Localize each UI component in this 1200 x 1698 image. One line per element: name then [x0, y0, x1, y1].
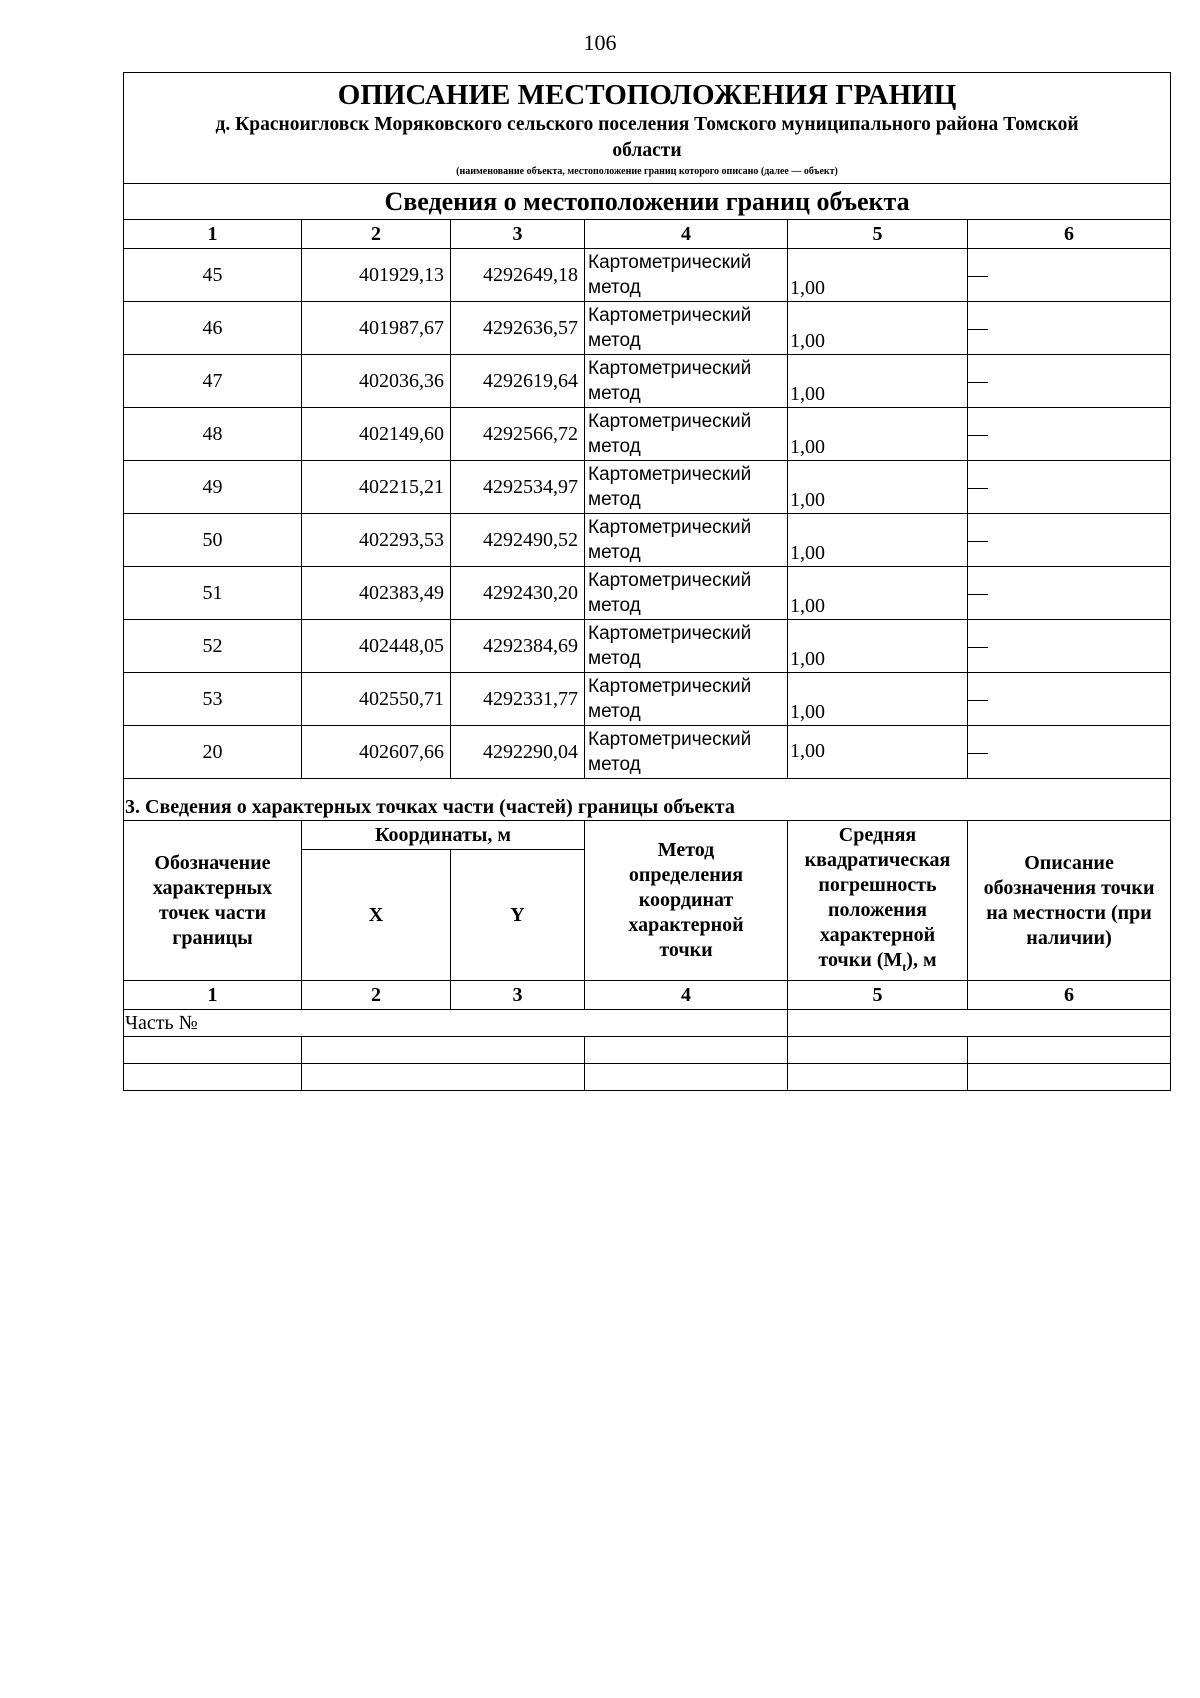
method-line2: метод: [588, 489, 641, 510]
point-id: 50: [124, 514, 302, 567]
description: —: [968, 514, 1171, 567]
column-number: 5: [788, 220, 968, 249]
method-line1: Картометрический: [588, 729, 752, 750]
method: [585, 514, 788, 567]
method-line2: метод: [588, 277, 641, 298]
error-value: 1,00: [788, 620, 968, 673]
table-row: [124, 514, 1171, 567]
description: —: [968, 673, 1171, 726]
column-number: 1: [124, 981, 302, 1010]
method: [585, 408, 788, 461]
coord-x: 402448,05: [302, 620, 451, 673]
coord-y: 4292636,57: [451, 302, 585, 355]
method-line1: Картометрический: [588, 570, 752, 591]
header-designation: [124, 821, 302, 981]
method-line2: метод: [588, 754, 641, 775]
coord-x: 401987,67: [302, 302, 451, 355]
coord-x: 402293,53: [302, 514, 451, 567]
method-line2: метод: [588, 648, 641, 669]
error-value: 1,00: [788, 673, 968, 726]
coord-x: 402550,71: [302, 673, 451, 726]
header-text: на местности (при: [986, 901, 1152, 924]
coord-x: 402036,36: [302, 355, 451, 408]
empty-cell: [585, 1064, 788, 1091]
header-text: координат: [638, 889, 734, 911]
error-value: 1,00: [788, 408, 968, 461]
header-text: границы: [172, 926, 253, 949]
header-text: определения: [628, 864, 744, 886]
empty-cell: [124, 1064, 302, 1091]
column-number: 4: [585, 981, 788, 1010]
method: [585, 726, 788, 779]
header-text: квадратическая: [804, 849, 951, 871]
section-title: Сведения о местоположении границ объекта: [124, 184, 1171, 220]
empty-cell: [124, 1037, 302, 1064]
table-row: [124, 302, 1171, 355]
table-row: [124, 249, 1171, 302]
error-value: 1,00: [788, 514, 968, 567]
column-number: 4: [585, 220, 788, 249]
coord-y: 4292430,20: [451, 567, 585, 620]
column-number: 2: [302, 220, 451, 249]
description: —: [968, 249, 1171, 302]
error-value: 1,00: [788, 461, 968, 514]
table-row: [124, 461, 1171, 514]
object-name-line2: области: [612, 140, 682, 161]
point-id: 20: [124, 726, 302, 779]
coord-x: 402607,66: [302, 726, 451, 779]
coord-x: 401929,13: [302, 249, 451, 302]
coord-x: 402215,21: [302, 461, 451, 514]
object-name-caption: (наименование объекта, местоположение границ которого описано (далее — объект): [456, 166, 838, 177]
coord-y: 4292331,77: [451, 673, 585, 726]
table-row: [124, 355, 1171, 408]
column-number: 5: [788, 981, 968, 1010]
error-value: 1,00: [788, 567, 968, 620]
header-method: [585, 821, 788, 981]
header-subscript: t: [902, 960, 907, 974]
table-row: [124, 673, 1171, 726]
method-line2: метод: [588, 330, 641, 351]
method-line1: Картометрический: [588, 464, 752, 485]
coord-y: 4292566,72: [451, 408, 585, 461]
header-text: характерной: [628, 914, 744, 936]
document-header: [124, 73, 1171, 184]
method-line1: Картометрический: [588, 305, 752, 326]
empty-cell: [302, 1037, 585, 1064]
method-line1: Картометрический: [588, 623, 752, 644]
point-id: 52: [124, 620, 302, 673]
part-label: Часть №: [124, 1010, 788, 1037]
coord-y: 4292384,69: [451, 620, 585, 673]
method-line1: Картометрический: [588, 517, 752, 538]
table-row: [124, 620, 1171, 673]
point-id: 47: [124, 355, 302, 408]
description: —: [968, 567, 1171, 620]
description: —: [968, 726, 1171, 779]
header-text: характерной: [819, 924, 936, 946]
table-row: [124, 726, 1171, 779]
empty-row: [124, 1037, 1171, 1064]
column-number: 3: [451, 220, 585, 249]
method-line1: Картометрический: [588, 676, 752, 697]
header-text: Метод: [657, 839, 715, 861]
method: [585, 355, 788, 408]
document-title: ОПИСАНИЕ МЕСТОПОЛОЖЕНИЯ ГРАНИЦ: [337, 79, 957, 111]
coord-y: 4292619,64: [451, 355, 585, 408]
coord-x: 402383,49: [302, 567, 451, 620]
header-text: Обозначение: [154, 851, 271, 874]
header-text: Средняя: [838, 824, 917, 846]
description: —: [968, 620, 1171, 673]
method: [585, 567, 788, 620]
boundary-description-table: [123, 72, 1171, 1091]
empty-cell: [788, 1064, 968, 1091]
header-text: Описание: [1024, 851, 1114, 874]
coord-y: 4292290,04: [451, 726, 585, 779]
empty-cell: [968, 1064, 1171, 1091]
column-number: 2: [302, 981, 451, 1010]
empty-cell: [788, 1010, 1171, 1037]
header-coordinates: Координаты, м: [302, 821, 585, 850]
point-id: 49: [124, 461, 302, 514]
header-error: [788, 821, 968, 981]
description: —: [968, 355, 1171, 408]
header-description: [968, 821, 1171, 981]
header-text: наличии): [1026, 926, 1112, 949]
method: [585, 461, 788, 514]
point-id: 51: [124, 567, 302, 620]
method: [585, 302, 788, 355]
part-row: [124, 1010, 1171, 1037]
header-x: X: [302, 850, 451, 981]
header-text: точек части: [158, 901, 267, 924]
empty-row: [124, 1064, 1171, 1091]
error-value: 1,00: [788, 302, 968, 355]
method: [585, 620, 788, 673]
header-text: погрешность: [818, 874, 937, 896]
coord-y: 4292649,18: [451, 249, 585, 302]
column-number: 6: [968, 981, 1171, 1010]
column-numbers-row: [124, 220, 1171, 249]
description: —: [968, 461, 1171, 514]
object-name-line1: д. Красноигловск Моряковского сельского поселения Томского муниципального района Томской: [215, 114, 1079, 135]
description: —: [968, 302, 1171, 355]
coord-x: 402149,60: [302, 408, 451, 461]
header-text: положения: [828, 899, 927, 921]
header-text: [788, 948, 967, 980]
method-line2: метод: [588, 595, 641, 616]
header-text: точки: [659, 939, 713, 961]
empty-cell: [302, 1064, 585, 1091]
coord-y: 4292490,52: [451, 514, 585, 567]
method-line1: Картометрический: [588, 252, 752, 273]
method-line2: метод: [588, 542, 641, 563]
empty-cell: [788, 1037, 968, 1064]
section3-column-numbers-row: [124, 981, 1171, 1010]
page-number: 106: [583, 30, 617, 55]
header-text-part: точки (M: [818, 949, 903, 971]
empty-cell: [585, 1037, 788, 1064]
table-row: [124, 567, 1171, 620]
method-line1: Картометрический: [588, 358, 752, 379]
method-line1: Картометрический: [588, 411, 752, 432]
method: [585, 249, 788, 302]
point-id: 48: [124, 408, 302, 461]
method-line2: метод: [588, 383, 641, 404]
error-value: 1,00: [788, 355, 968, 408]
error-value: 1,00: [788, 726, 968, 779]
table-row: [124, 408, 1171, 461]
coord-y: 4292534,97: [451, 461, 585, 514]
empty-cell: [968, 1037, 1171, 1064]
error-value: 1,00: [788, 249, 968, 302]
description: —: [968, 408, 1171, 461]
column-number: 6: [968, 220, 1171, 249]
point-id: 46: [124, 302, 302, 355]
method-line2: метод: [588, 701, 641, 722]
header-text: характерных: [152, 876, 273, 899]
header-text: обозначения точки: [983, 876, 1155, 899]
header-text-part: ), м: [906, 949, 937, 971]
header-y: Y: [451, 850, 585, 981]
column-number: 1: [124, 220, 302, 249]
column-number: 3: [451, 981, 585, 1010]
method-line2: метод: [588, 436, 641, 457]
method: [585, 673, 788, 726]
point-id: 45: [124, 249, 302, 302]
point-id: 53: [124, 673, 302, 726]
section3-title: 3. Сведения о характерных точках части (частей) границы объекта: [124, 779, 1171, 821]
